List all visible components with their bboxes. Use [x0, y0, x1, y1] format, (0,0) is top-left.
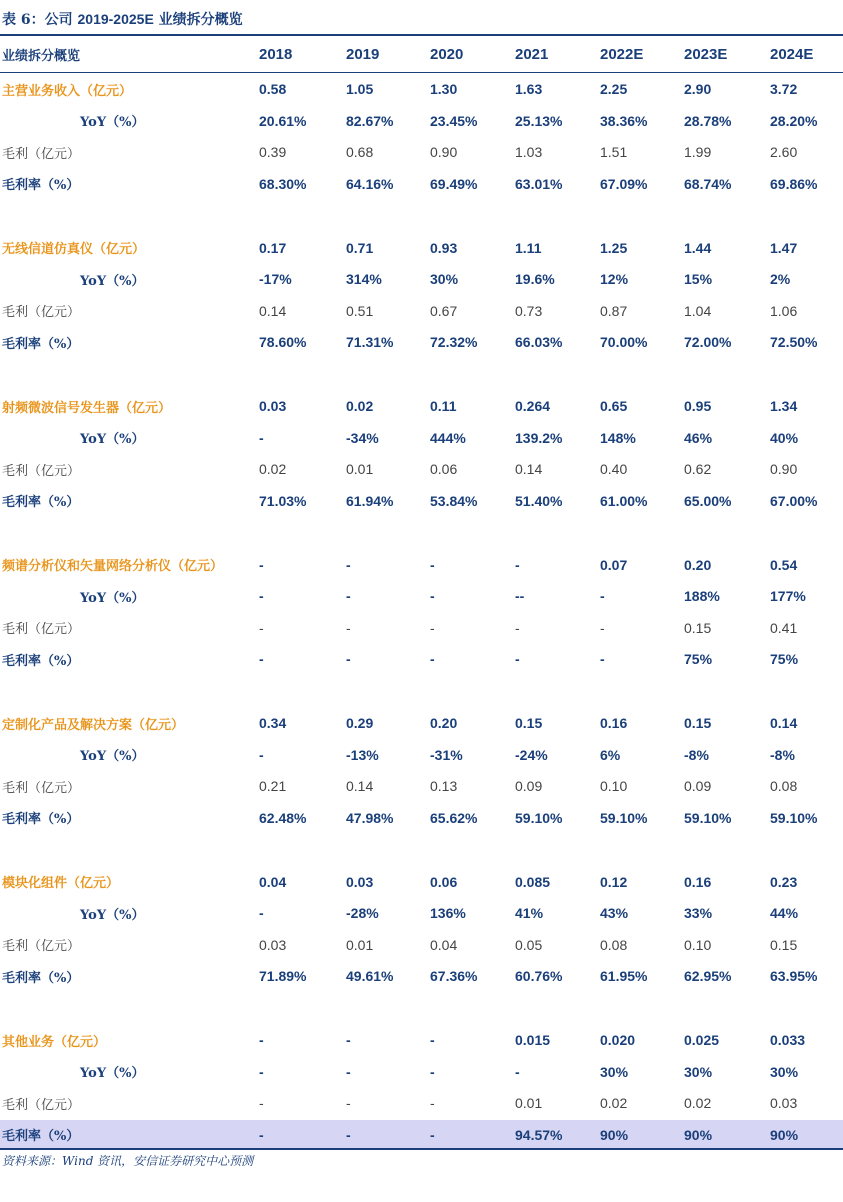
row-label: 射频微波信号发生器（亿元） — [2, 400, 172, 416]
table-cell: - — [259, 1126, 264, 1143]
table-cell: 71.03% — [259, 492, 307, 509]
table-cell: - — [259, 429, 264, 446]
table-cell: 136% — [430, 905, 466, 922]
row-label: 其他业务（亿元） — [2, 1034, 107, 1050]
table-row-seg — [0, 391, 843, 421]
title-prefix: 表 6：公司 — [2, 12, 78, 28]
table-row-seg — [0, 708, 843, 738]
table-cell: - — [259, 746, 264, 763]
row-label: 毛利率（%） — [2, 653, 80, 669]
table-row-seg — [0, 74, 843, 104]
source-note: 资料来源：Wind 资讯，安信证券研究中心预测 — [2, 1154, 254, 1168]
table-cell: 0.68 — [346, 144, 374, 161]
table-row-gm — [0, 1120, 843, 1150]
table-cell: 0.03 — [259, 398, 287, 414]
table-row-gm — [0, 327, 843, 357]
table-cell: 1.63 — [515, 81, 543, 97]
table-cell: 0.15 — [684, 715, 712, 731]
table-cell: 0.10 — [600, 778, 628, 795]
table-cell: 69.86% — [770, 175, 818, 192]
table-cell: - — [259, 619, 264, 636]
table-cell: 1.03 — [515, 144, 543, 161]
table-row-gp — [0, 137, 843, 167]
table-cell: 59.10% — [600, 809, 648, 826]
table-cell: 61.94% — [346, 492, 394, 509]
table-cell: 68.30% — [259, 175, 307, 192]
table-cell: 75% — [684, 651, 713, 668]
table-cell: 0.71 — [346, 239, 374, 256]
bottom-rule — [0, 1148, 843, 1150]
table-cell: 2.60 — [770, 144, 798, 161]
table-cell: 47.98% — [346, 809, 394, 826]
table-cell: - — [346, 1126, 351, 1143]
table-cell: 49.61% — [346, 968, 394, 985]
table-cell: - — [430, 1126, 435, 1143]
table-cell: 59.10% — [770, 809, 818, 826]
table-cell: 0.03 — [770, 1095, 798, 1112]
header-label: 业绩拆分概览 — [2, 48, 81, 64]
table-cell: - — [346, 588, 351, 605]
table-cell: 0.14 — [346, 778, 374, 795]
table-cell: 62.95% — [684, 968, 732, 985]
table-cell: 43% — [600, 905, 629, 922]
table-cell: - — [430, 1032, 435, 1048]
row-label: YoY（%） — [80, 273, 145, 289]
table-cell: -31% — [430, 746, 463, 763]
table-cell: 23.45% — [430, 112, 478, 129]
row-label: 毛利（亿元） — [2, 1097, 81, 1113]
table-cell: -- — [515, 588, 525, 605]
table-cell: 0.09 — [515, 778, 543, 795]
table-cell: 20.61% — [259, 112, 307, 129]
table-cell: 0.39 — [259, 144, 287, 161]
table-cell: 0.10 — [684, 936, 712, 953]
table-cell: -13% — [346, 746, 379, 763]
table-cell: - — [600, 619, 605, 636]
table-cell: -17% — [259, 271, 292, 288]
table-cell: 0.90 — [770, 461, 798, 478]
table-row-yoy — [0, 581, 843, 611]
table-cell: 59.10% — [684, 809, 732, 826]
row-label: 主营业务收入（亿元） — [2, 83, 133, 99]
row-label: 毛利率（%） — [2, 1129, 80, 1145]
table-row-gp — [0, 771, 843, 801]
row-label: YoY（%） — [80, 749, 145, 765]
table-cell: 177% — [770, 588, 806, 605]
table-cell: 0.16 — [600, 715, 628, 731]
row-label: 无线信道仿真仪（亿元） — [2, 242, 146, 257]
table-cell: 64.16% — [346, 175, 394, 192]
table-row-seg — [0, 233, 843, 263]
table-cell: 63.95% — [770, 968, 818, 985]
table-cell: - — [430, 619, 435, 636]
table-cell: 0.65 — [600, 398, 628, 414]
table-cell: 0.15 — [515, 715, 543, 731]
table-cell: 51.40% — [515, 492, 563, 509]
table-cell: 0.09 — [684, 778, 712, 795]
row-label: YoY（%） — [80, 907, 145, 923]
header-year: 2023E — [684, 45, 728, 63]
table-cell: 69.49% — [430, 175, 478, 192]
table-cell: 0.11 — [430, 398, 457, 414]
table-cell: - — [346, 1032, 351, 1048]
table-row-gp — [0, 613, 843, 643]
table-row-gm — [0, 803, 843, 833]
table-cell: 44% — [770, 905, 799, 922]
header-year: 2024E — [770, 45, 814, 63]
table-cell: 12% — [600, 271, 629, 288]
table-row-gm — [0, 486, 843, 516]
table-cell: 70.00% — [600, 334, 648, 351]
row-label: 毛利（亿元） — [2, 305, 81, 321]
table-cell: 0.015 — [515, 1032, 551, 1048]
table-cell: 0.033 — [770, 1032, 806, 1048]
table-cell: 0.02 — [346, 398, 374, 414]
table-cell: - — [259, 588, 264, 605]
table-cell: 33% — [684, 905, 713, 922]
table-cell: 0.51 — [346, 302, 374, 319]
table-cell: 0.01 — [346, 936, 374, 953]
table-cell: 444% — [430, 429, 466, 446]
table-cell: 67.09% — [600, 175, 648, 192]
table-cell: 0.14 — [259, 302, 287, 319]
table-cell: - — [259, 1032, 264, 1048]
table-title — [2, 9, 243, 29]
table-cell: 90% — [684, 1126, 713, 1143]
table-cell: 2.25 — [600, 81, 628, 97]
table-cell: 0.15 — [770, 936, 798, 953]
table-cell: 1.06 — [770, 302, 798, 319]
table-row-gp — [0, 296, 843, 326]
table-cell: 67.00% — [770, 492, 818, 509]
header-year: 2020 — [430, 45, 464, 63]
table-cell: - — [600, 588, 605, 605]
table-cell: 0.67 — [430, 302, 458, 319]
table-cell: 0.04 — [259, 873, 287, 890]
table-cell: 0.15 — [684, 619, 712, 636]
table-cell: 0.06 — [430, 461, 458, 478]
table-cell: 0.08 — [600, 936, 628, 953]
table-cell: 1.05 — [346, 81, 374, 97]
table-cell: 30% — [600, 1063, 629, 1080]
table-cell: 66.03% — [515, 334, 563, 351]
table-cell: 0.12 — [600, 873, 628, 890]
table-row-seg — [0, 1025, 843, 1055]
table-cell: - — [515, 1063, 520, 1080]
table-cell: 72.32% — [430, 334, 478, 351]
table-cell: 0.020 — [600, 1032, 636, 1048]
table-cell: 0.04 — [430, 936, 458, 953]
table-cell: 0.08 — [770, 778, 798, 795]
table-cell: 90% — [770, 1126, 799, 1143]
table-cell: - — [259, 1095, 264, 1112]
table-cell: 6% — [600, 746, 621, 763]
table-cell: 0.40 — [600, 461, 628, 478]
table-cell: 0.93 — [430, 239, 458, 256]
header-year: 2018 — [259, 45, 293, 63]
table-cell: 0.54 — [770, 556, 798, 573]
table-cell: 78.60% — [259, 334, 307, 351]
table-cell: - — [346, 619, 351, 636]
table-row-yoy — [0, 1057, 843, 1087]
table-cell: - — [259, 556, 264, 573]
table-cell: - — [259, 651, 264, 668]
table-cell: 71.89% — [259, 968, 307, 985]
table-cell: 53.84% — [430, 492, 478, 509]
table-cell: 0.03 — [259, 936, 287, 953]
table-row-gp — [0, 930, 843, 960]
table-cell: 0.20 — [430, 715, 458, 731]
row-label: YoY（%） — [80, 1066, 145, 1082]
header-year: 2022E — [600, 45, 644, 63]
table-cell: 61.95% — [600, 968, 648, 985]
table-cell: 28.78% — [684, 112, 732, 129]
row-label: 毛利率（%） — [2, 970, 80, 986]
table-row-gp — [0, 1088, 843, 1118]
header-year: 2021 — [515, 45, 549, 63]
table-cell: - — [346, 556, 351, 573]
table-cell: 0.17 — [259, 239, 287, 256]
table-cell: 0.29 — [346, 715, 374, 731]
table-cell: 41% — [515, 905, 544, 922]
table-cell: 30% — [684, 1063, 713, 1080]
table-cell: - — [346, 1095, 351, 1112]
table-cell: 19.6% — [515, 271, 555, 288]
table-row-gm — [0, 961, 843, 991]
table-cell: 0.01 — [346, 461, 374, 478]
table-cell: 30% — [430, 271, 459, 288]
table-row-yoy — [0, 740, 843, 770]
table-cell: 1.34 — [770, 398, 798, 414]
table-cell: 1.30 — [430, 81, 458, 97]
table-cell: 188% — [684, 588, 720, 605]
table-cell: 1.99 — [684, 144, 712, 161]
row-label: 毛利率（%） — [2, 495, 80, 511]
table-cell: 0.58 — [259, 81, 287, 97]
table-cell: 0.025 — [684, 1032, 720, 1048]
table-cell: - — [515, 651, 520, 668]
table-cell: 25.13% — [515, 112, 563, 129]
table-cell: -34% — [346, 429, 379, 446]
table-cell: -28% — [346, 905, 379, 922]
table-cell: 0.95 — [684, 398, 712, 414]
table-cell: 90% — [600, 1126, 629, 1143]
row-label: 毛利（亿元） — [2, 463, 81, 479]
table-cell: 0.73 — [515, 302, 543, 319]
table-cell: -8% — [770, 746, 795, 763]
table-cell: 0.87 — [600, 302, 628, 319]
table-cell: 62.48% — [259, 809, 307, 826]
table-cell: 75% — [770, 651, 799, 668]
table-cell: 2.90 — [684, 81, 712, 97]
table-cell: 15% — [684, 271, 713, 288]
table-row-yoy — [0, 423, 843, 453]
table-cell: 3.72 — [770, 81, 798, 97]
row-label: 模块化组件（亿元） — [2, 876, 120, 891]
table-cell: 72.00% — [684, 334, 732, 351]
table-cell: 60.76% — [515, 968, 563, 985]
row-label: 毛利率（%） — [2, 178, 80, 194]
table-cell: 0.05 — [515, 936, 543, 953]
table-cell: 82.67% — [346, 112, 394, 129]
table-cell: 0.20 — [684, 556, 712, 573]
row-label: 频谱分析仪和矢量网络分析仪（亿元） — [2, 559, 224, 574]
table-cell: - — [515, 619, 520, 636]
table-cell: - — [600, 651, 605, 668]
table-cell: -8% — [684, 746, 709, 763]
table-cell: 65.00% — [684, 492, 732, 509]
table-cell: 0.21 — [259, 778, 287, 795]
header-year: 2019 — [346, 45, 380, 63]
table-cell: 0.03 — [346, 873, 374, 890]
table-cell: 72.50% — [770, 334, 818, 351]
table-cell: 0.06 — [430, 873, 458, 890]
table-cell: - — [430, 1095, 435, 1112]
table-row-gm — [0, 644, 843, 674]
header-row — [0, 36, 843, 72]
table-cell: 0.34 — [259, 715, 287, 731]
table-cell: 28.20% — [770, 112, 818, 129]
row-label: YoY（%） — [80, 432, 145, 448]
table-cell: 1.25 — [600, 239, 628, 256]
table-cell: 63.01% — [515, 175, 563, 192]
table-cell: 94.57% — [515, 1126, 563, 1143]
table-cell: 0.41 — [770, 619, 798, 636]
table-cell: - — [515, 556, 520, 573]
table-cell: 46% — [684, 429, 713, 446]
table-cell: - — [346, 1063, 351, 1080]
table-cell: 1.11 — [515, 239, 542, 256]
table-cell: 1.04 — [684, 302, 712, 319]
table-row-seg — [0, 867, 843, 897]
table-row-gp — [0, 454, 843, 484]
table-cell: 67.36% — [430, 968, 478, 985]
table-cell: 0.23 — [770, 873, 798, 890]
table-cell: - — [430, 651, 435, 668]
table-cell: - — [430, 1063, 435, 1080]
table-cell: 68.74% — [684, 175, 732, 192]
row-label: 毛利（亿元） — [2, 146, 81, 162]
table-cell: - — [259, 1063, 264, 1080]
table-row-seg — [0, 550, 843, 580]
table-cell: 0.90 — [430, 144, 458, 161]
table-cell: 1.44 — [684, 239, 712, 256]
table-cell: 0.02 — [259, 461, 287, 478]
table-cell: 59.10% — [515, 809, 563, 826]
table-cell: 0.264 — [515, 398, 551, 414]
table-row-yoy — [0, 898, 843, 928]
table-cell: 139.2% — [515, 429, 563, 446]
row-label: 定制化产品及解决方案（亿元） — [2, 717, 185, 733]
table-cell: - — [346, 651, 351, 668]
table-row-gm — [0, 169, 843, 199]
table-cell: 0.14 — [515, 461, 543, 478]
row-label: 毛利（亿元） — [2, 622, 81, 638]
table-row-yoy — [0, 264, 843, 294]
table-cell: 38.36% — [600, 112, 648, 129]
table-cell: 30% — [770, 1063, 799, 1080]
title-suffix: 业绩拆分概览 — [153, 12, 243, 28]
table-cell: 0.02 — [600, 1095, 628, 1112]
table-cell: 1.47 — [770, 239, 798, 256]
table-cell: 0.16 — [684, 873, 712, 890]
table-cell: 65.62% — [430, 809, 478, 826]
table-cell: 2% — [770, 271, 791, 288]
table-cell: 40% — [770, 429, 799, 446]
row-label: YoY（%） — [80, 590, 145, 606]
row-label: 毛利率（%） — [2, 336, 80, 352]
table-cell: 148% — [600, 429, 636, 446]
table-cell: - — [430, 556, 435, 573]
table-cell: 71.31% — [346, 334, 394, 351]
row-label: 毛利率（%） — [2, 812, 80, 828]
table-cell: -24% — [515, 746, 548, 763]
row-label: YoY（%） — [80, 115, 145, 131]
table-cell: 0.07 — [600, 556, 628, 573]
table-cell: 0.62 — [684, 461, 712, 478]
table-cell: - — [430, 588, 435, 605]
row-label: 毛利（亿元） — [2, 780, 81, 796]
table-row-yoy — [0, 106, 843, 136]
header-rule — [0, 72, 843, 73]
table-cell: 0.14 — [770, 715, 798, 731]
table-cell: 1.51 — [600, 144, 628, 161]
row-label: 毛利（亿元） — [2, 939, 81, 955]
table-cell: - — [259, 905, 264, 922]
title-years: 2019-2025E — [77, 11, 154, 27]
table-cell: 0.01 — [515, 1095, 543, 1112]
table-cell: 61.00% — [600, 492, 648, 509]
table-cell: 314% — [346, 271, 382, 288]
table-cell: 0.13 — [430, 778, 458, 795]
table-cell: 0.02 — [684, 1095, 712, 1112]
table-cell: 0.085 — [515, 873, 551, 890]
